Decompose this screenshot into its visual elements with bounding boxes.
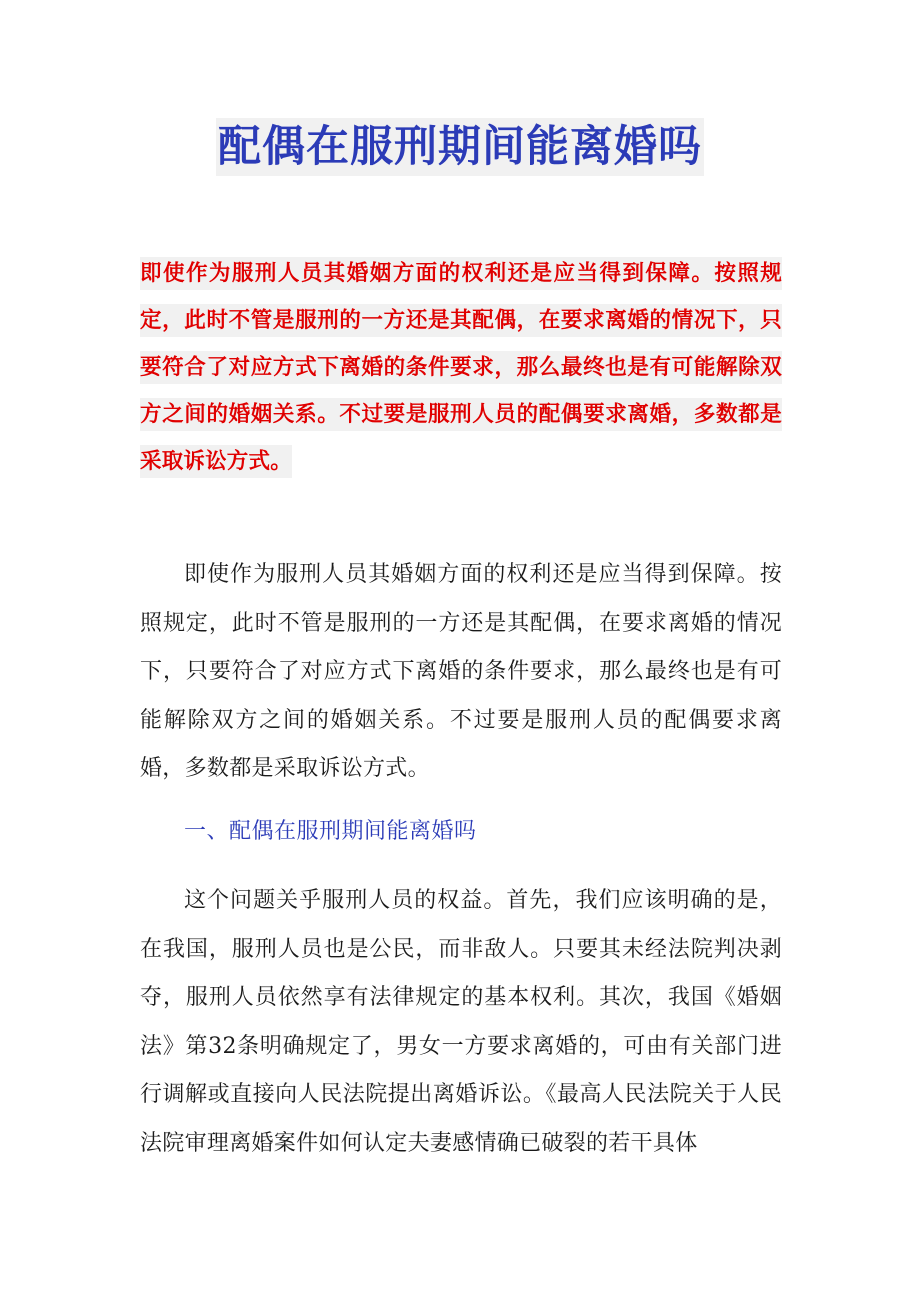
- body-paragraph-2: 这个问题关乎服刑人员的权益。首先，我们应该明确的是，在我国，服刑人员也是公民，而非敌人。只要其未经法院判决剥夺，服刑人员依然享有法律规定的基本权利。其次，我国《婚姻法》第32条明确规定了，男女一方要求离婚的，可由有关部门进行调解或直接向人民法院提出离婚诉讼。《最高人民法院关于人民法院审理离婚案件如何认定夫妻感情确已破裂的若干具体: [140, 888, 782, 1156]
- page-title: 配偶在服刑期间能离婚吗: [216, 118, 704, 176]
- summary-paragraph: [140, 250, 782, 485]
- title-container: [0, 118, 920, 176]
- body-paragraph-1: 即使作为服刑人员其婚姻方面的权利还是应当得到保障。按照规定，此时不管是服刑的一方还是其配偶，在要求离婚的情况下，只要符合了对应方式下离婚的条件要求，那么最终也是有可能解除双方之间的婚姻关系。不过要是服刑人员的配偶要求离婚，多数都是采取诉讼方式。: [140, 562, 782, 781]
- summary-text: 即使作为服刑人员其婚姻方面的权利还是应当得到保障。按照规定，此时不管是服刑的一方还是其配偶，在要求离婚的情况下，只要符合了对应方式下离婚的条件要求，那么最终也是有可能解除双方之间的婚姻关系。不过要是服刑人员的配偶要求离婚，多数都是采取诉讼方式。: [140, 257, 782, 478]
- section-heading-1: 一、配偶在服刑期间能离婚吗: [184, 819, 477, 844]
